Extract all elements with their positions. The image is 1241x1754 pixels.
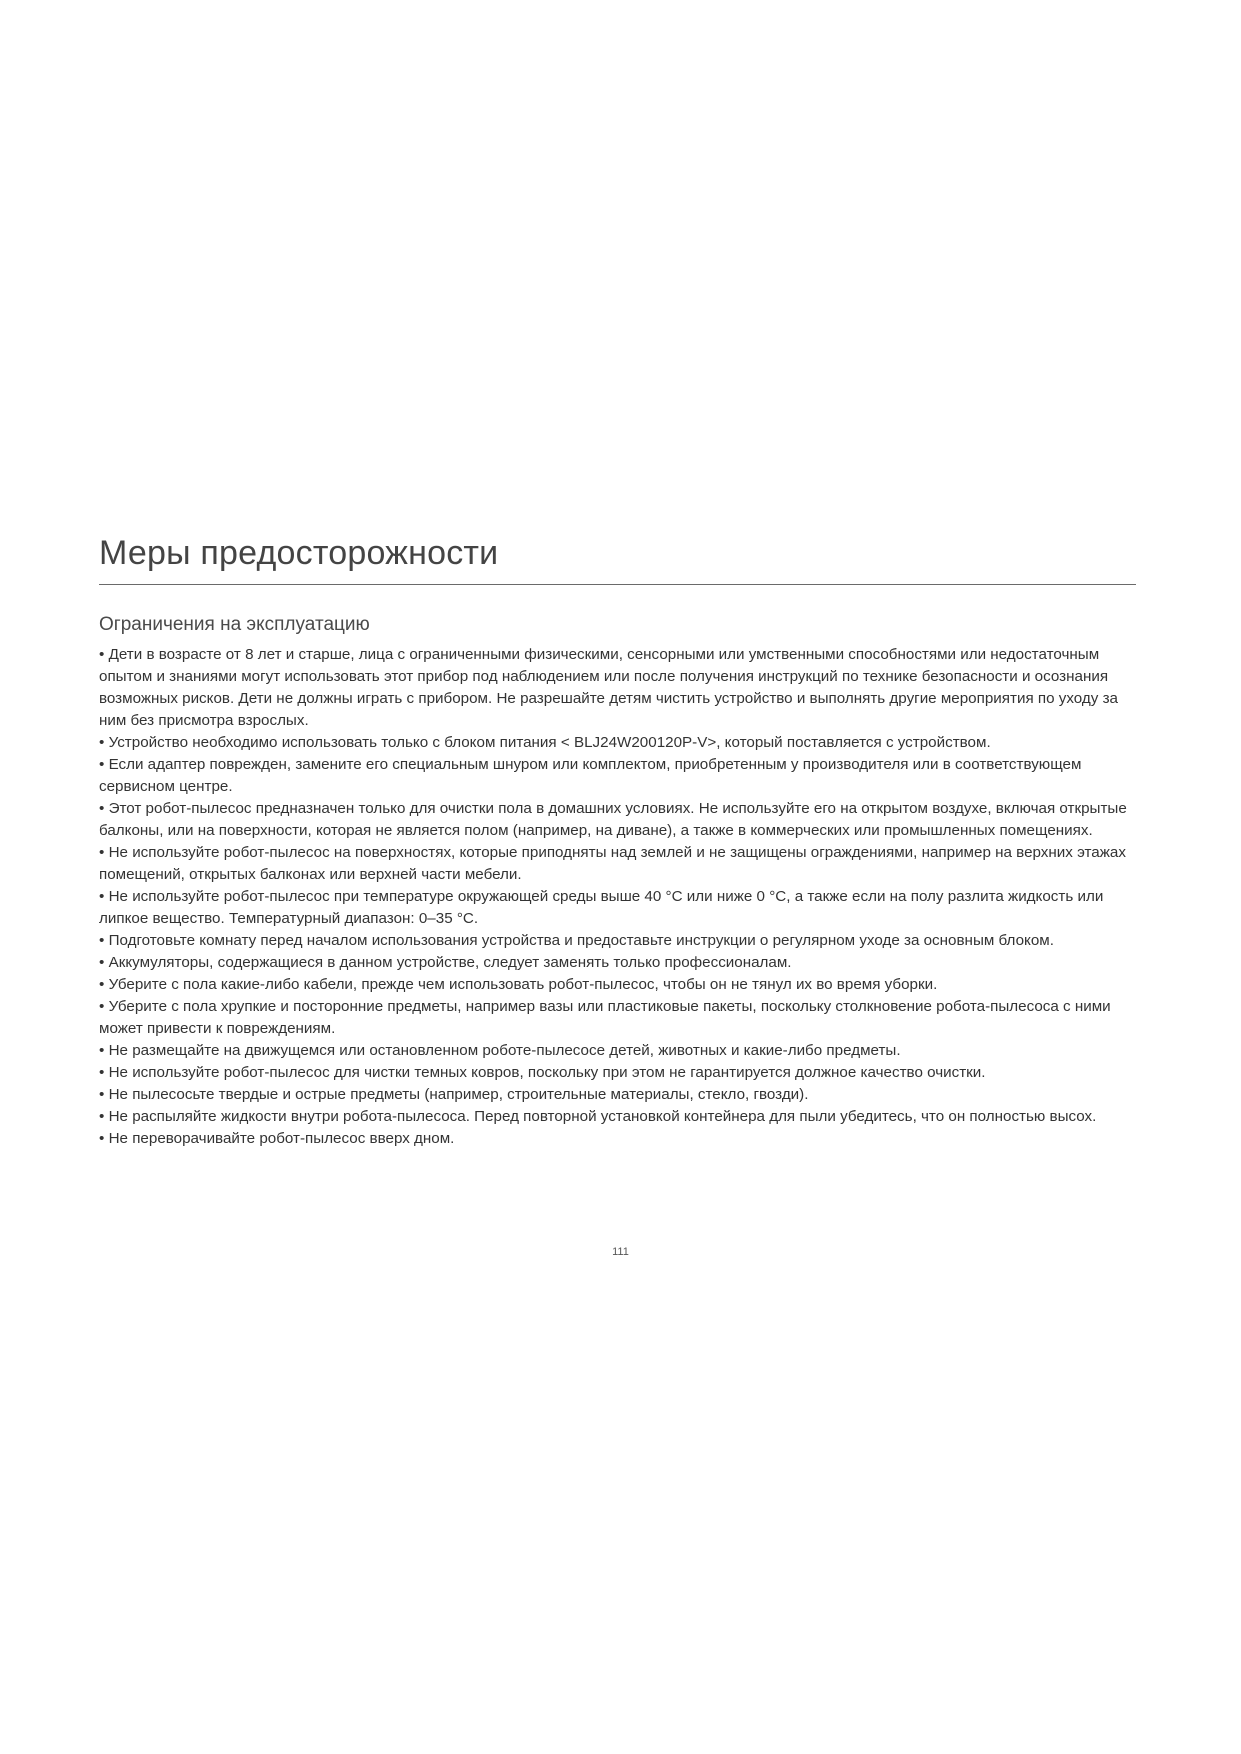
precautions-section — [99, 531, 1136, 1150]
list-item-text: Не распыляйте жидкости внутри робота-пылесоса. Перед повторной установкой контейнера для пыли убедитесь, что он полностью высох. — [108, 1108, 1097, 1125]
list-item-text: Этот робот-пылесос предназначен только для очистки пола в домашних условиях. Не используйте его на открытом воздухе, включая открытые балконы, или на поверхности, которая не является полом (например, на диване), а также в коммерческих или промышленных помещениях. — [99, 800, 1127, 839]
page-number: 111 — [612, 1246, 629, 1258]
precautions-list — [99, 644, 1136, 1150]
bullet-icon: • — [99, 646, 105, 663]
bullet-icon: • — [99, 756, 105, 773]
list-item-text: Подготовьте комнату перед началом использования устройства и предоставьте инструкции о регулярном уходе за основным блоком. — [108, 932, 1054, 949]
title-divider — [99, 584, 1136, 585]
list-item-text: Аккумуляторы, содержащиеся в данном устройстве, следует заменять только профессионалам. — [108, 954, 792, 971]
bullet-icon: • — [99, 998, 105, 1015]
bullet-icon: • — [99, 932, 105, 949]
bullet-icon: • — [99, 1086, 105, 1103]
bullet-icon: • — [99, 1130, 105, 1147]
bullet-icon: • — [99, 1042, 105, 1059]
list-item — [99, 644, 1136, 732]
list-item — [99, 930, 1136, 952]
list-item — [99, 1084, 1136, 1106]
list-item-text: Если адаптер поврежден, замените его специальным шнуром или комплектом, приобретенным у производителя или в соответствующем сервисном центре. — [99, 756, 1082, 795]
list-item — [99, 1128, 1136, 1150]
bullet-icon: • — [99, 976, 105, 993]
list-item — [99, 886, 1136, 930]
bullet-icon: • — [99, 954, 105, 971]
list-item — [99, 1106, 1136, 1128]
list-item-text: Уберите с пола какие-либо кабели, прежде чем использовать робот-пылесос, чтобы он не тянул их во время уборки. — [108, 976, 938, 993]
list-item — [99, 952, 1136, 974]
list-item — [99, 798, 1136, 842]
list-item-text: Не переворачивайте робот-пылесос вверх дном. — [108, 1130, 455, 1147]
list-item — [99, 974, 1136, 996]
bullet-icon: • — [99, 1108, 105, 1125]
list-item-text: Не используйте робот-пылесос для чистки темных ковров, поскольку при этом не гарантируется должное качество очистки. — [108, 1064, 986, 1081]
list-item-text: Не пылесосьте твердые и острые предметы (например, строительные материалы, стекло, гвозди). — [108, 1086, 809, 1103]
list-item — [99, 842, 1136, 886]
list-item — [99, 1040, 1136, 1062]
list-item-text: Не используйте робот-пылесос при температуре окружающей среды выше 40 °C или ниже 0 °C, а также если на полу разлита жидкость или липкое вещество. Температурный диапазон: 0–35 °C. — [99, 888, 1104, 927]
bullet-icon: • — [99, 844, 105, 861]
list-item — [99, 732, 1136, 754]
list-item-text: Устройство необходимо использовать только с блоком питания < BLJ24W200120P-V>, который поставляется с устройством. — [108, 734, 991, 751]
list-item-text: Не используйте робот-пылесос на поверхностях, которые приподняты над землей и не защищены ограждениями, например на верхних этажах помещений, открытых балконах или верхней части мебели. — [99, 844, 1126, 883]
bullet-icon: • — [99, 734, 105, 751]
section-subtitle: Ограничения на эксплуатацию — [99, 614, 370, 635]
list-item-text: Уберите с пола хрупкие и посторонние предметы, например вазы или пластиковые пакеты, поскольку столкновение робота-пылесоса с ними может привести к повреждениям. — [99, 998, 1111, 1037]
bullet-icon: • — [99, 800, 105, 817]
list-item-text: Дети в возрасте от 8 лет и старше, лица с ограниченными физическими, сенсорными или умственными способностями или недостаточным опытом и знаниями могут использовать этот прибор под наблюдением или после получения инструкций по технике безопасности и осознания возможных рисков. Дети не должны играть с прибором. Не разрешайте детям чистить устройство и выполнять другие мероприятия по уходу за ним без присмотра взрослых. — [99, 646, 1118, 729]
bullet-icon: • — [99, 888, 105, 905]
list-item-text: Не размещайте на движущемся или остановленном роботе-пылесосе детей, животных и какие-либо предметы. — [108, 1042, 901, 1059]
bullet-icon: • — [99, 1064, 105, 1081]
page-title: Меры предосторожности — [99, 534, 499, 572]
list-item — [99, 996, 1136, 1040]
list-item — [99, 1062, 1136, 1084]
list-item — [99, 754, 1136, 798]
